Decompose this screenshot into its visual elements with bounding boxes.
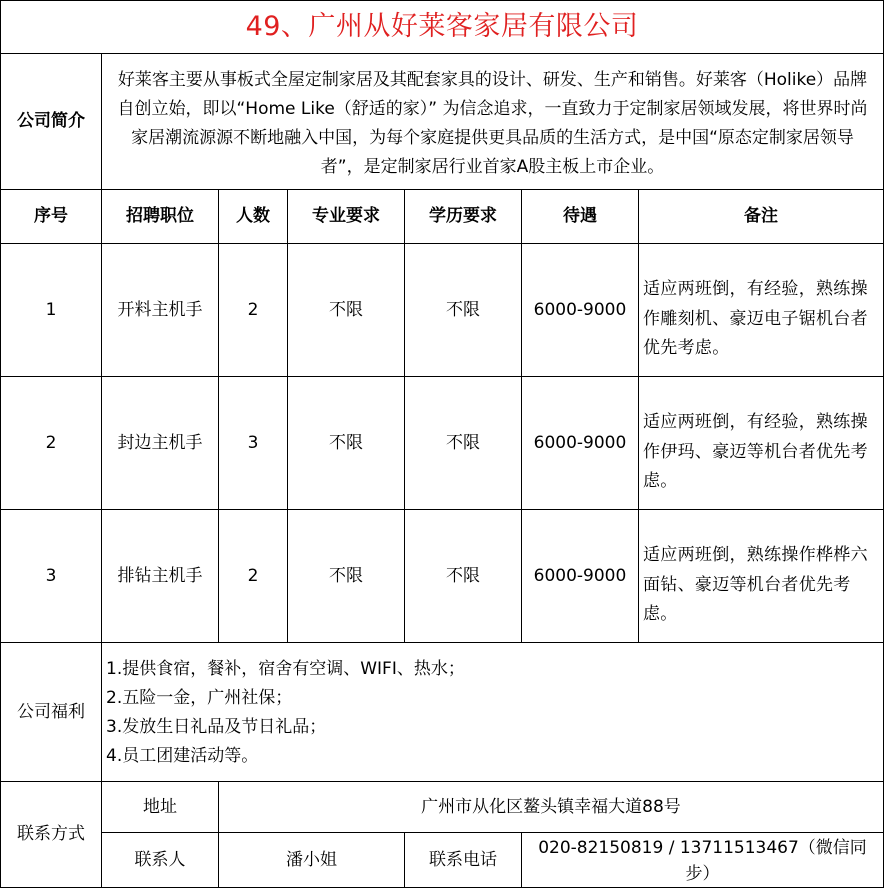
table-row-1-education: 不限: [405, 244, 522, 377]
table-row-3-position: 排钻主机手: [102, 510, 219, 643]
table-row-3-note: 适应两班倒，熟练操作桦桦六面钻、豪迈等机台者优先考虑。: [639, 510, 884, 643]
page-title: 49、广州从好莱客家居有限公司: [0, 0, 884, 54]
table-row-2-no: 2: [0, 377, 102, 510]
phone-label: 联系电话: [405, 833, 522, 888]
header-major: 专业要求: [288, 190, 405, 244]
table-row-3-no: 3: [0, 510, 102, 643]
table-row-3-count: 2: [219, 510, 288, 643]
header-count: 人数: [219, 190, 288, 244]
intro-text: 好莱客主要从事板式全屋定制家居及其配套家具的设计、研发、生产和销售。好莱客（Holike）品牌自创立始，即以“Home Like（舒适的家）” 为信念追求，一直致力于定制家居领域发展，将世界时尚家居潮流源源不断地融入中国，为每个家庭提供更具品质的生活方式，是中国“原态定制家居领导者”，是定制家居行业首家A股主板上市企业。: [102, 54, 884, 190]
welfare-list: [102, 643, 884, 782]
contact-label: 联系方式: [0, 782, 102, 888]
intro-label: 公司简介: [0, 54, 102, 190]
table-row-2-major: 不限: [288, 377, 405, 510]
header-salary: 待遇: [522, 190, 639, 244]
table-row-1-note: 适应两班倒，有经验，熟练操作雕刻机、豪迈电子锯机台者优先考虑。: [639, 244, 884, 377]
table-row-3-salary: 6000-9000: [522, 510, 639, 643]
header-no: 序号: [0, 190, 102, 244]
table-row-1-no: 1: [0, 244, 102, 377]
header-education: 学历要求: [405, 190, 522, 244]
welfare-item-1: 1.提供食宿，餐补，宿舍有空调、WIFI、热水；: [106, 659, 465, 679]
table-row-3-education: 不限: [405, 510, 522, 643]
welfare-item-4: 4.员工团建活动等。: [106, 746, 259, 766]
welfare-label: 公司福利: [0, 643, 102, 782]
person-label: 联系人: [102, 833, 219, 888]
table-row-1-position: 开料主机手: [102, 244, 219, 377]
table-row-1-salary: 6000-9000: [522, 244, 639, 377]
header-position: 招聘职位: [102, 190, 219, 244]
person-value: 潘小姐: [219, 833, 405, 888]
table-row-2-note: 适应两班倒，有经验，熟练操作伊玛、豪迈等机台者优先考虑。: [639, 377, 884, 510]
welfare-item-2: 2.五险一金，广州社保；: [106, 688, 293, 708]
table-row-2-education: 不限: [405, 377, 522, 510]
table-row-2-count: 3: [219, 377, 288, 510]
address-value: 广州市从化区鳌头镇幸福大道88号: [219, 782, 884, 833]
table-row-2-position: 封边主机手: [102, 377, 219, 510]
header-note: 备注: [639, 190, 884, 244]
table-row-1-major: 不限: [288, 244, 405, 377]
table-row-1-count: 2: [219, 244, 288, 377]
address-label: 地址: [102, 782, 219, 833]
table-row-2-salary: 6000-9000: [522, 377, 639, 510]
phone-value: 020-82150819 / 13711513467（微信同步）: [522, 833, 884, 888]
table-row-3-major: 不限: [288, 510, 405, 643]
welfare-item-3: 3.发放生日礼品及节日礼品；: [106, 717, 327, 737]
